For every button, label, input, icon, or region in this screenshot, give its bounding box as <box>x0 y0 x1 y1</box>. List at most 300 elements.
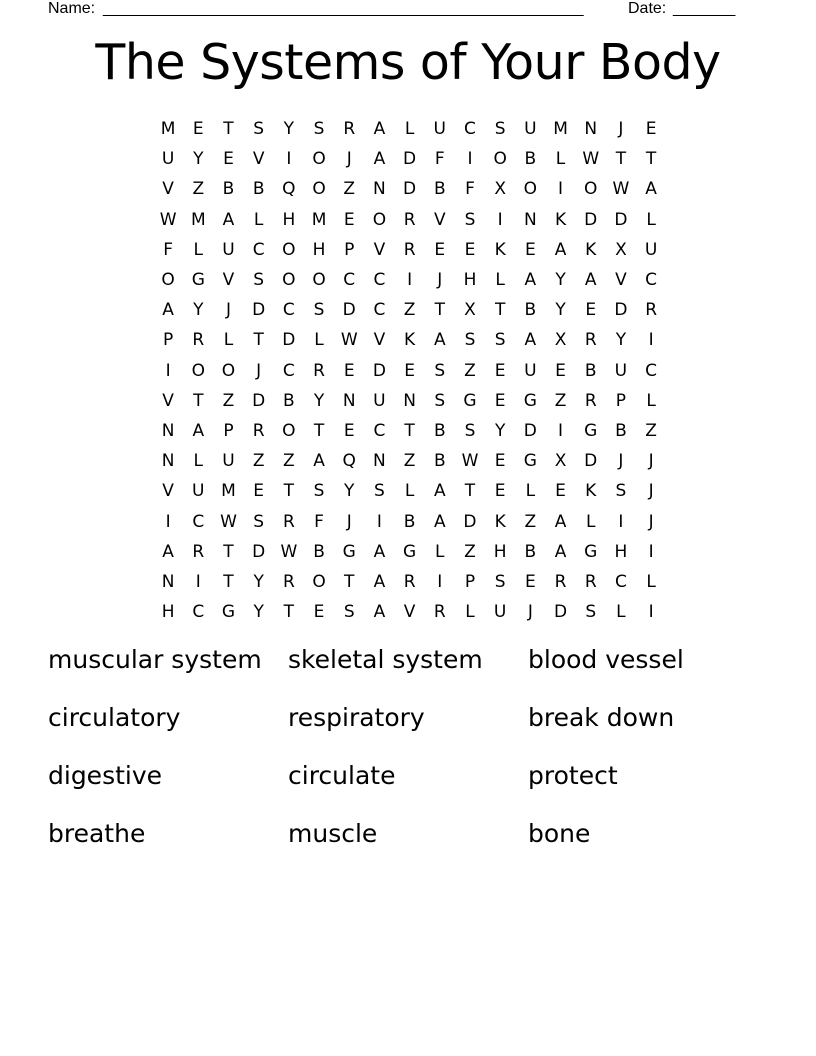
grid-letter: N <box>161 420 175 441</box>
grid-letter: J <box>256 360 262 381</box>
grid-letter: L <box>465 602 475 623</box>
grid-letter: D <box>463 511 477 532</box>
grid-letter: E <box>343 360 355 381</box>
grid-letter: Z <box>283 451 295 472</box>
grid-letter: S <box>313 481 325 502</box>
grid-row <box>153 205 667 235</box>
grid-letter: Y <box>283 119 295 140</box>
word-bank-item: bone <box>528 819 591 848</box>
grid-letter: D <box>614 209 628 230</box>
worksheet-header <box>48 0 740 20</box>
word-bank-item: digestive <box>48 761 163 790</box>
grid-letter: Y <box>615 330 627 351</box>
grid-letter: S <box>313 300 325 321</box>
grid-letter: N <box>161 451 175 472</box>
grid-letter: O <box>523 179 538 200</box>
grid-letter: K <box>585 481 597 502</box>
grid-letter: X <box>464 300 476 321</box>
grid-letter: O <box>372 209 387 230</box>
grid-letter: C <box>343 270 356 291</box>
grid-letter: E <box>343 420 355 441</box>
grid-letter: P <box>464 571 476 592</box>
grid-letter: K <box>554 209 567 230</box>
grid-letter: S <box>494 571 506 592</box>
grid-letter: A <box>554 239 567 260</box>
grid-letter: A <box>373 149 386 170</box>
grid-letter: H <box>161 602 175 623</box>
grid-letter: A <box>645 179 657 200</box>
grid-letter: U <box>524 119 537 140</box>
grid-letter: I <box>165 511 171 532</box>
grid-letter: V <box>162 179 174 200</box>
grid-letter: R <box>584 390 597 411</box>
grid-letter: G <box>191 270 205 291</box>
grid-letter: M <box>221 481 236 502</box>
grid-letter: V <box>615 270 627 291</box>
grid-letter: A <box>433 481 446 502</box>
grid-letter: S <box>464 209 476 230</box>
grid-row <box>153 446 667 476</box>
grid-letter: L <box>616 602 626 623</box>
grid-letter: D <box>252 390 266 411</box>
grid-letter: Z <box>222 390 235 411</box>
grid-letter: R <box>433 602 446 623</box>
grid-letter: L <box>193 451 204 472</box>
grid-letter: I <box>467 149 473 170</box>
grid-letter: A <box>433 330 446 351</box>
grid-letter: Z <box>252 451 265 472</box>
word-bank-item: breathe <box>48 819 146 848</box>
grid-letter: Q <box>282 179 296 200</box>
grid-letter: T <box>615 149 627 170</box>
word-bank-item: protect <box>528 761 618 790</box>
grid-letter: A <box>192 420 205 441</box>
grid-letter: H <box>463 270 477 291</box>
grid-letter: G <box>584 541 598 562</box>
grid-letter: K <box>494 239 506 260</box>
grid-letter: N <box>523 209 537 230</box>
grid-letter: E <box>494 390 506 411</box>
grid-letter: T <box>223 571 234 592</box>
grid-letter: U <box>433 119 446 140</box>
grid-letter: T <box>223 541 234 562</box>
grid-letter: I <box>286 149 292 170</box>
grid-letter: F <box>163 239 173 260</box>
grid-letter: F <box>434 149 445 170</box>
grid-letter: A <box>373 541 386 562</box>
grid-letter: I <box>558 420 564 441</box>
grid-letter: E <box>464 239 476 260</box>
grid-letter: Y <box>253 602 264 623</box>
grid-letter: W <box>280 541 298 562</box>
grid-letter: I <box>407 270 413 291</box>
grid-letter: E <box>313 602 325 623</box>
grid-letter: W <box>159 209 177 230</box>
grid-letter: S <box>585 602 597 623</box>
grid-letter: I <box>648 330 654 351</box>
grid-letter: T <box>464 481 476 502</box>
grid-letter: R <box>343 119 356 140</box>
grid-letter: T <box>645 149 657 170</box>
grid-letter: I <box>497 209 503 230</box>
grid-letter: S <box>253 511 265 532</box>
grid-letter: S <box>434 360 446 381</box>
grid-letter: V <box>433 209 446 230</box>
grid-row <box>153 537 667 567</box>
grid-letter: C <box>614 571 627 592</box>
grid-letter: C <box>373 420 386 441</box>
grid-letter: Y <box>193 149 204 170</box>
grid-letter: C <box>282 360 295 381</box>
grid-letter: W <box>461 451 479 472</box>
grid-letter: H <box>282 209 296 230</box>
grid-letter: D <box>584 451 598 472</box>
grid-letter: J <box>346 149 352 170</box>
grid-letter: A <box>162 541 174 562</box>
grid-letter: W <box>340 330 358 351</box>
grid-letter: I <box>437 571 443 592</box>
word-search-grid <box>153 114 667 627</box>
grid-letter: N <box>584 119 598 140</box>
grid-letter: T <box>404 420 415 441</box>
grid-letter: G <box>342 541 356 562</box>
grid-letter: H <box>493 541 507 562</box>
grid-letter: W <box>582 149 600 170</box>
grid-letter: B <box>524 149 537 170</box>
grid-letter: C <box>373 300 386 321</box>
grid-letter: L <box>646 209 656 230</box>
grid-letter: N <box>373 179 386 200</box>
grid-letter: U <box>644 239 658 260</box>
grid-letter: I <box>618 511 624 532</box>
grid-letter: G <box>463 390 477 411</box>
word-bank-item: break down <box>528 703 675 732</box>
grid-letter: M <box>553 119 568 140</box>
grid-letter: C <box>252 239 265 260</box>
grid-letter: K <box>585 239 597 260</box>
grid-row <box>153 416 667 446</box>
grid-letter: F <box>465 179 475 200</box>
grid-letter: Z <box>403 300 416 321</box>
name-label: Name: <box>48 0 96 17</box>
grid-letter: A <box>162 300 174 321</box>
word-bank-item: skeletal system <box>288 645 483 674</box>
grid-row <box>153 506 667 536</box>
grid-letter: R <box>554 571 567 592</box>
grid-letter: O <box>312 571 326 592</box>
grid-letter: V <box>162 481 174 502</box>
grid-letter: D <box>282 330 296 351</box>
grid-letter: U <box>493 602 507 623</box>
grid-row <box>153 295 667 325</box>
grid-letter: D <box>372 360 386 381</box>
word-bank-item: muscle <box>288 819 378 848</box>
grid-letter: I <box>376 511 382 532</box>
grid-letter: B <box>252 179 265 200</box>
grid-letter: J <box>618 119 624 140</box>
grid-letter: P <box>223 420 234 441</box>
grid-letter: Y <box>494 420 506 441</box>
grid-letter: R <box>403 239 416 260</box>
grid-letter: A <box>433 511 446 532</box>
grid-letter: D <box>553 602 568 623</box>
grid-letter: L <box>585 511 596 532</box>
grid-letter: O <box>584 179 598 200</box>
grid-letter: E <box>524 571 536 592</box>
grid-letter: Z <box>554 390 567 411</box>
grid-letter: B <box>433 420 446 441</box>
word-bank-item: circulate <box>288 761 396 790</box>
grid-letter: M <box>160 119 176 140</box>
grid-letter: N <box>342 390 356 411</box>
grid-letter: J <box>618 451 624 472</box>
grid-letter: P <box>162 330 174 351</box>
page-title: The Systems of Your Body <box>95 34 721 91</box>
grid-letter: N <box>161 571 175 592</box>
word-bank-row <box>48 814 768 872</box>
grid-letter: F <box>314 511 324 532</box>
grid-letter: N <box>403 390 416 411</box>
grid-letter: S <box>615 481 627 502</box>
grid-letter: C <box>464 119 476 140</box>
grid-letter: A <box>373 571 386 592</box>
grid-letter: L <box>404 119 415 140</box>
grid-letter: B <box>615 420 627 441</box>
grid-letter: E <box>343 209 355 230</box>
grid-letter: Z <box>403 451 416 472</box>
word-bank-row <box>48 640 768 698</box>
grid-letter: L <box>193 239 204 260</box>
grid-letter: T <box>283 602 295 623</box>
grid-letter: T <box>344 571 355 592</box>
grid-letter: U <box>161 149 175 170</box>
grid-letter: N <box>373 451 386 472</box>
grid-letter: E <box>494 451 506 472</box>
grid-letter: V <box>162 390 174 411</box>
grid-letter: P <box>344 239 355 260</box>
word-bank-row <box>48 756 768 814</box>
grid-letter: I <box>558 179 564 200</box>
grid-row <box>153 265 667 295</box>
grid-letter: B <box>283 390 295 411</box>
grid-letter: A <box>373 119 386 140</box>
grid-letter: C <box>645 270 658 291</box>
grid-letter: E <box>555 481 566 502</box>
grid-letter: Y <box>555 270 566 291</box>
grid-letter: A <box>524 270 537 291</box>
grid-letter: D <box>523 420 537 441</box>
word-bank <box>48 640 768 872</box>
grid-letter: R <box>192 330 205 351</box>
grid-letter: E <box>404 360 415 381</box>
grid-letter: L <box>646 390 656 411</box>
grid-letter: I <box>648 541 654 562</box>
grid-row <box>153 386 667 416</box>
grid-letter: G <box>584 420 598 441</box>
name-blank-line: ______________________________________________________ <box>103 0 584 17</box>
grid-letter: W <box>220 511 237 532</box>
grid-letter: L <box>314 330 324 351</box>
grid-letter: S <box>313 119 325 140</box>
grid-letter: U <box>614 360 628 381</box>
grid-row <box>153 597 667 627</box>
grid-letter: U <box>373 390 386 411</box>
grid-letter: V <box>373 239 386 260</box>
grid-letter: W <box>612 179 630 200</box>
word-bank-row <box>48 698 768 756</box>
grid-letter: B <box>524 541 537 562</box>
grid-row <box>153 356 667 386</box>
grid-letter: Y <box>344 481 355 502</box>
grid-letter: L <box>435 541 445 562</box>
word-bank-item: blood vessel <box>528 645 684 674</box>
grid-letter: J <box>648 451 654 472</box>
grid-letter: O <box>191 360 205 381</box>
grid-letter: E <box>585 300 597 321</box>
grid-letter: E <box>223 149 234 170</box>
grid-letter: I <box>195 571 201 592</box>
grid-letter: C <box>192 511 205 532</box>
grid-letter: D <box>584 209 598 230</box>
date-label: Date: <box>628 0 667 17</box>
grid-letter: O <box>312 179 326 200</box>
grid-letter: R <box>645 300 657 321</box>
grid-letter: O <box>312 149 326 170</box>
grid-letter: B <box>584 360 597 381</box>
grid-letter: A <box>373 602 386 623</box>
grid-letter: Z <box>464 360 476 381</box>
grid-letter: B <box>433 451 446 472</box>
grid-letter: A <box>524 330 537 351</box>
grid-letter: O <box>282 420 296 441</box>
grid-letter: J <box>648 481 654 502</box>
grid-letter: E <box>555 360 566 381</box>
grid-letter: R <box>252 420 265 441</box>
grid-letter: Y <box>193 300 204 321</box>
grid-letter: T <box>193 390 204 411</box>
word-bank-item: circulatory <box>48 703 181 732</box>
grid-letter: Y <box>253 571 264 592</box>
grid-letter: U <box>192 481 205 502</box>
grid-letter: L <box>646 571 656 592</box>
grid-letter: S <box>374 481 385 502</box>
word-bank-item: muscular system <box>48 645 262 674</box>
grid-letter: S <box>343 602 355 623</box>
grid-letter: T <box>223 119 234 140</box>
grid-letter: Y <box>313 390 325 411</box>
grid-letter: Z <box>464 541 476 562</box>
grid-letter: J <box>437 270 443 291</box>
grid-letter: Z <box>645 420 657 441</box>
grid-row <box>153 235 667 265</box>
grid-letter: L <box>495 270 505 291</box>
grid-letter: Z <box>192 179 205 200</box>
grid-letter: C <box>192 602 205 623</box>
grid-letter: O <box>312 270 326 291</box>
grid-letter: S <box>253 119 265 140</box>
grid-letter: L <box>404 481 415 502</box>
grid-letter: H <box>614 541 628 562</box>
grid-letter: K <box>494 511 506 532</box>
grid-letter: S <box>464 330 476 351</box>
grid-letter: B <box>403 511 416 532</box>
grid-letter: G <box>221 602 236 623</box>
grid-letter: A <box>554 511 567 532</box>
grid-letter: L <box>525 481 536 502</box>
grid-letter: E <box>645 119 657 140</box>
grid-letter: S <box>253 270 265 291</box>
grid-letter: X <box>554 451 567 472</box>
grid-letter: O <box>221 360 236 381</box>
grid-letter: V <box>252 149 265 170</box>
grid-letter: K <box>404 330 416 351</box>
grid-letter: X <box>494 179 506 200</box>
date-blank-line: _______ <box>673 0 736 17</box>
grid-letter: B <box>524 300 537 321</box>
grid-letter: M <box>311 209 327 230</box>
grid-letter: T <box>283 481 295 502</box>
grid-letter: A <box>222 209 235 230</box>
grid-letter: B <box>313 541 325 562</box>
grid-letter: S <box>494 119 506 140</box>
grid-letter: O <box>161 270 175 291</box>
grid-letter: T <box>494 300 506 321</box>
grid-letter: J <box>648 511 654 532</box>
grid-letter: T <box>313 420 325 441</box>
grid-letter: R <box>584 330 597 351</box>
grid-letter: E <box>494 481 506 502</box>
grid-letter: C <box>645 360 658 381</box>
grid-letter: L <box>555 149 566 170</box>
grid-letter: I <box>165 360 171 381</box>
grid-letter: B <box>433 179 446 200</box>
grid-letter: X <box>554 330 567 351</box>
grid-letter: A <box>554 541 567 562</box>
grid-letter: D <box>252 541 266 562</box>
grid-letter: D <box>252 300 266 321</box>
grid-row <box>153 325 667 355</box>
grid-letter: T <box>253 330 264 351</box>
grid-row <box>153 144 667 174</box>
grid-letter: O <box>282 239 296 260</box>
grid-letter: A <box>313 451 325 472</box>
grid-row <box>153 114 667 144</box>
grid-letter: U <box>524 360 537 381</box>
grid-letter: J <box>527 602 533 623</box>
word-bank-item: respiratory <box>288 703 425 732</box>
grid-letter: Z <box>524 511 537 532</box>
grid-letter: G <box>403 541 417 562</box>
grid-letter: V <box>373 330 386 351</box>
grid-letter: Q <box>342 451 356 472</box>
grid-letter: R <box>282 571 295 592</box>
grid-letter: R <box>313 360 325 381</box>
grid-letter: M <box>190 209 206 230</box>
grid-letter: U <box>222 451 235 472</box>
grid-letter: D <box>403 149 417 170</box>
grid-letter: O <box>282 270 296 291</box>
grid-letter: L <box>253 209 264 230</box>
grid-letter: D <box>342 300 356 321</box>
grid-letter: J <box>346 511 352 532</box>
grid-letter: V <box>222 270 235 291</box>
grid-letter: G <box>523 390 537 411</box>
grid-letter: O <box>493 149 507 170</box>
grid-letter: E <box>434 239 446 260</box>
grid-letter: D <box>614 300 628 321</box>
grid-row <box>153 174 667 204</box>
grid-letter: R <box>403 571 416 592</box>
